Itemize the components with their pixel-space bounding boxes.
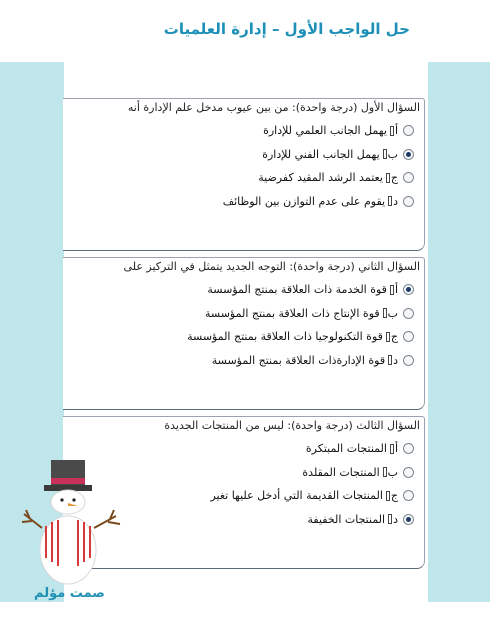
separator-icon (383, 308, 387, 318)
question-2-option-b[interactable] (63, 302, 424, 326)
separator-icon (386, 491, 390, 501)
question-2-options (63, 278, 424, 372)
option-label: المنتجات الخفيفة (307, 512, 386, 526)
radio-button[interactable] (403, 172, 414, 183)
separator-icon (386, 332, 390, 342)
option-letter: ب (387, 306, 398, 320)
option-label: المنتجات المبتكرة (305, 442, 387, 456)
radio-button[interactable] (403, 308, 414, 319)
option-letter: د (393, 353, 398, 367)
question-1 (63, 98, 425, 251)
option-label: يهمل الجانب العلمي للإدارة (263, 124, 387, 138)
radio-button[interactable] (403, 196, 414, 207)
question-2-option-d[interactable] (63, 349, 424, 373)
separator-icon (383, 149, 387, 159)
question-2-option-a[interactable] (63, 278, 424, 302)
option-label: قوة الإنتاج ذات العلاقة بمنتج المؤسسة (205, 306, 380, 320)
footer-band (0, 602, 490, 634)
radio-button[interactable] (403, 467, 414, 478)
question-1-option-c[interactable] (63, 166, 424, 190)
question-1-option-b[interactable] (63, 143, 424, 167)
snowman-icon (16, 458, 124, 586)
separator-icon (383, 467, 387, 477)
question-1-option-d[interactable] (63, 190, 424, 214)
option-label: يقوم على عدم التوازن بين الوظائف (222, 194, 386, 208)
option-label: المنتجات القديمة التي أدخل عليها تغير (210, 489, 383, 503)
option-label: يعتمد الرشد المقيد كفرضية (258, 171, 383, 185)
option-label: قوة التكنولوجيا ذات العلاقة بمنتج المؤسسة (187, 330, 383, 344)
option-letter: د (393, 194, 398, 208)
option-label: قوة الخدمة ذات العلاقة بمنتج المؤسسة (207, 283, 387, 297)
option-letter: ج (390, 330, 398, 344)
option-letter: أ (394, 283, 398, 297)
separator-icon (390, 285, 394, 295)
question-3-option-a[interactable] (63, 437, 424, 461)
option-letter: ج (390, 171, 398, 185)
separator-icon (388, 355, 392, 365)
page-title: حل الواجب الأول – إدارة العلميات (163, 20, 410, 38)
radio-button[interactable] (403, 490, 414, 501)
question-1-text: السؤال الأول (درجة واحدة): من بين عيوب مدخل علم الإدارة أنه (127, 101, 420, 114)
option-letter: ب (387, 147, 398, 161)
question-3-text: السؤال الثالث (درجة واحدة): ليس من المنتجات الجديدة (164, 419, 420, 432)
radio-button[interactable] (403, 331, 414, 342)
option-label: قوة الإدارةذات العلاقة بمنتج المؤسسة (211, 353, 386, 367)
radio-button[interactable] (403, 125, 414, 136)
question-1-option-a[interactable] (63, 119, 424, 143)
radio-button[interactable] (403, 443, 414, 454)
signature-text: صمت مؤلم (34, 586, 105, 601)
option-letter: أ (394, 124, 398, 138)
radio-button[interactable] (403, 355, 414, 366)
separator-icon (386, 173, 390, 183)
option-letter: د (393, 512, 398, 526)
separator-icon (388, 196, 392, 206)
option-letter: ب (387, 465, 398, 479)
question-2 (63, 257, 425, 410)
option-letter: ج (390, 489, 398, 503)
option-label: المنتجات المقلدة (302, 465, 380, 479)
radio-button[interactable] (403, 149, 414, 160)
option-letter: أ (394, 442, 398, 456)
separator-icon (390, 444, 394, 454)
separator-icon (390, 126, 394, 136)
question-2-option-c[interactable] (63, 325, 424, 349)
question-2-text: السؤال الثاني (درجة واحدة): التوجه الجديد يتمثل في التركيز على (123, 260, 420, 273)
option-label: يهمل الجانب الفني للإدارة (262, 147, 380, 161)
question-1-options (63, 119, 424, 213)
radio-button[interactable] (403, 284, 414, 295)
separator-icon (388, 514, 392, 524)
radio-button[interactable] (403, 514, 414, 525)
